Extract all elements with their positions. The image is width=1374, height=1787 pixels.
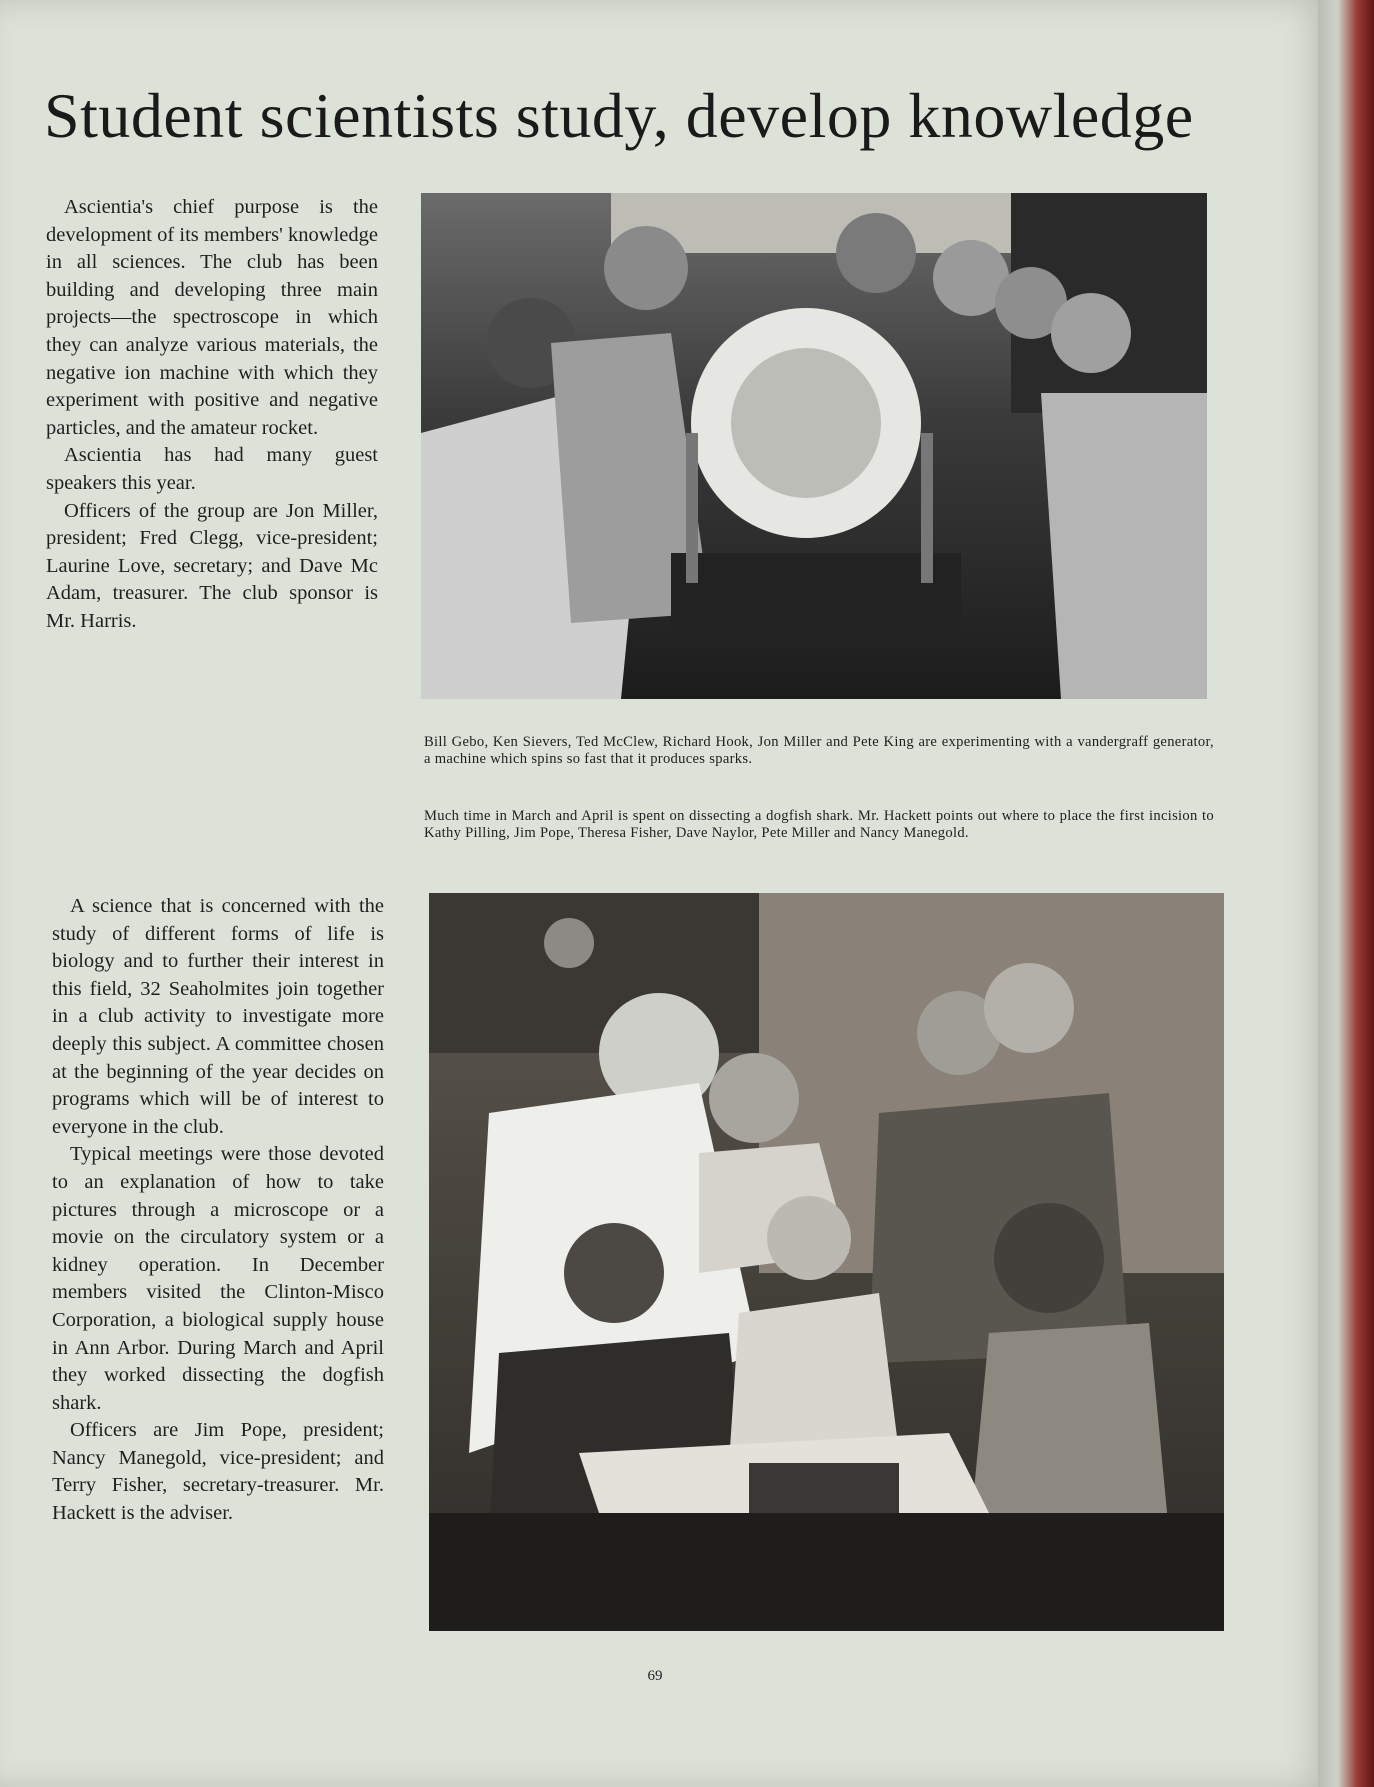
photo-illustration [421, 193, 1207, 699]
photo-caption: Much time in March and April is spent on dissecting a dogfish shark. Mr. Hackett points out where to place the first incision to Kathy Pilling, Jim Pope, Theresa Fisher, Dave Naylor, Pete Miller and Nancy Manegold. [424, 808, 1214, 841]
ascientia-text-column [46, 194, 378, 636]
body-paragraph: Ascientia's chief purpose is the development of its members' knowledge in all sciences. The club has been building and developing three main projects—the spectroscope in which they can analyze various materials, the negative ion machine with which they experiment with positive and negative particles, and the amateur rocket. [46, 196, 378, 439]
page-title: Student scientists study, develop knowledge [44, 80, 1194, 151]
photo-vandergraff-generator [421, 193, 1207, 699]
photo-illustration [429, 893, 1224, 1631]
photo-dogfish-dissection [429, 893, 1224, 1631]
body-paragraph: Typical meetings were those devoted to an explanation of how to take pictures through a microscope or a movie on the circulatory system or a kidney operation. In December members visited the Clinton-Misco Corporation, a biological supply house in Ann Arbor. During March and April they worked dissecting the dogfish shark. [52, 1143, 384, 1414]
body-paragraph: Officers of the group are Jon Miller, president; Fred Clegg, vice-president; Laurine Love, secretary; and Dave Mc Adam, treasurer. The club sponsor is Mr. Harris. [46, 499, 378, 632]
book-edge [1318, 0, 1374, 1787]
body-paragraph: Officers are Jim Pope, president; Nancy Manegold, vice-president; and Terry Fisher, secretary-treasurer. Mr. Hackett is the adviser. [52, 1419, 384, 1525]
body-paragraph: A science that is concerned with the study of different forms of life is biology and to further their interest in this field, 32 Seaholmites join together in a club activity to investigate more deeply this subject. A committee chosen at the beginning of the year decides on programs which will be of interest to everyone in the club. [52, 895, 384, 1138]
page-number: 69 [647, 1668, 663, 1684]
body-paragraph: Ascientia has had many guest speakers this year. [46, 444, 378, 494]
photo-caption: Bill Gebo, Ken Sievers, Ted McClew, Richard Hook, Jon Miller and Pete King are experimenting with a vandergraff generator, a machine which spins so fast that it produces sparks. [424, 734, 1214, 767]
biology-club-text-column [52, 893, 384, 1528]
